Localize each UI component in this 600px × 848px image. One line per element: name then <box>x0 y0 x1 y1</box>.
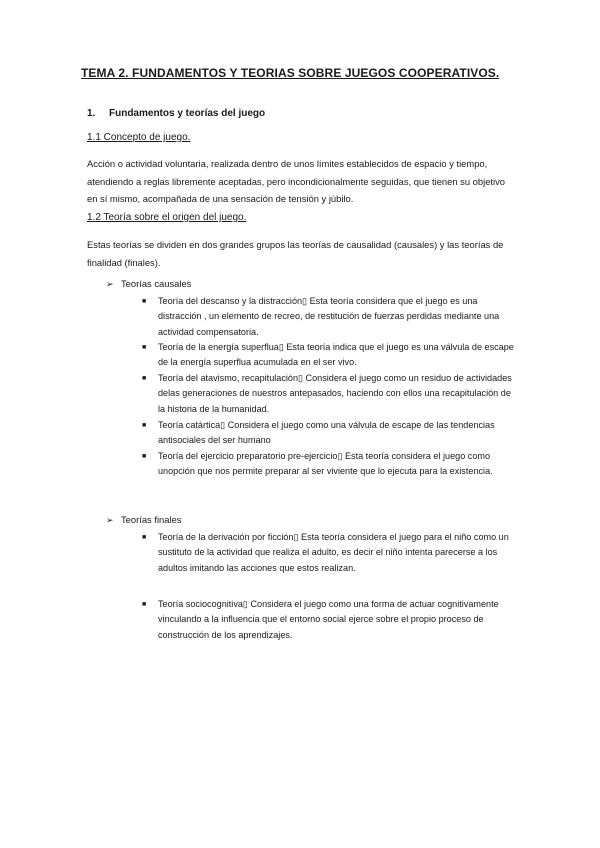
list-item-text: Teoría del atavismo, recapitulación▯ Considera el juego como un residuo de actividades delas generaciones de nuestros antepasados, haciendo con ellos una recapitulación de la historia de la humanidad. <box>158 373 512 414</box>
square-bullet-icon: ■ <box>142 422 147 429</box>
list-heading-causales-label: Teorías causales <box>121 278 192 289</box>
section-number: 1. <box>87 108 96 119</box>
list-item <box>142 294 520 340</box>
square-bullet-icon: ■ <box>142 534 147 541</box>
list-item-text: Teoría del ejercicio preparatorio pre-ejercicio▯ Esta teoría considera el juego como unopción que nos permite preparar al ser viviente que lo ejecuta para la existencia. <box>158 451 493 477</box>
subsection-heading-concepto: 1.1 Concepto de juego. <box>87 132 191 143</box>
list-heading-finales <box>106 514 181 526</box>
subsection-heading-teoria-origen: 1.2 Teoría sobre el origen del juego. <box>87 212 247 223</box>
list-item-text: Teoría de la energía superflua▯ Esta teoría indica que el juego es una válvula de escape de la energía superflua acumulada en el ser vivo. <box>158 342 514 368</box>
square-bullet-icon: ■ <box>142 375 147 382</box>
list-item-text: Teoría de la derivación por ficción▯ Esta teoría considera el juego para el niño como un sustituto de la actividad que realiza el adulto, es decir el niño intenta parecerse a los adultos imitando las acciones que estos realizan. <box>158 532 509 573</box>
list-item <box>142 597 520 643</box>
section-title: Fundamentos y teorías del juego <box>109 108 266 119</box>
section-heading <box>87 108 265 119</box>
list-item-text: Teoría del descanso y la distracción▯ Esta teoría considera que el juego es una distracción , un elemento de recreo, de restitución de fuerzas perdidas mediante una actividad compensatoria. <box>158 296 500 337</box>
list-item <box>142 449 520 480</box>
list-item <box>142 418 520 449</box>
paragraph-teoria-origen: Estas teorías se dividen en dos grandes grupos las teorías de causalidad (causales) y las teorías de finalidad (finales). <box>87 239 504 268</box>
paragraph-concepto: Acción o actividad voluntaria, realizada dentro de unos límites establecidos de espacio y tiempo, atendiendo a reglas libremente aceptadas, pero incondicionalmente seguidas, que tienen su objetivo en sí mismo, acompañada de una sensación de tensión y júbilo. <box>87 158 505 204</box>
list-item-text: Teoría sociocognitiva▯ Considera el juego como una forma de actuar cognitivamente vinculando a la influencia que el entorno social ejerce sobre el propio proceso de construcción de los aprendizajes. <box>158 599 499 640</box>
square-bullet-icon: ■ <box>142 601 147 608</box>
list-heading-finales-label: Teorías finales <box>121 514 182 525</box>
square-bullet-icon: ■ <box>142 453 147 460</box>
square-bullet-icon: ■ <box>142 344 147 351</box>
list-item <box>142 530 520 576</box>
arrowhead-bullet-icon: ➢ <box>106 279 114 289</box>
list-item-text: Teoría catártica▯ Considera el juego como una válvula de escape de las tendencias antisociales del ser humano <box>158 420 495 446</box>
arrowhead-bullet-icon: ➢ <box>106 515 114 525</box>
list-item <box>142 371 520 417</box>
square-bullet-icon: ■ <box>142 298 147 305</box>
document-title: TEMA 2. FUNDAMENTOS Y TEORIAS SOBRE JUEGOS COOPERATIVOS. <box>81 66 500 80</box>
list-heading-causales <box>106 278 191 290</box>
list-item <box>142 340 520 371</box>
